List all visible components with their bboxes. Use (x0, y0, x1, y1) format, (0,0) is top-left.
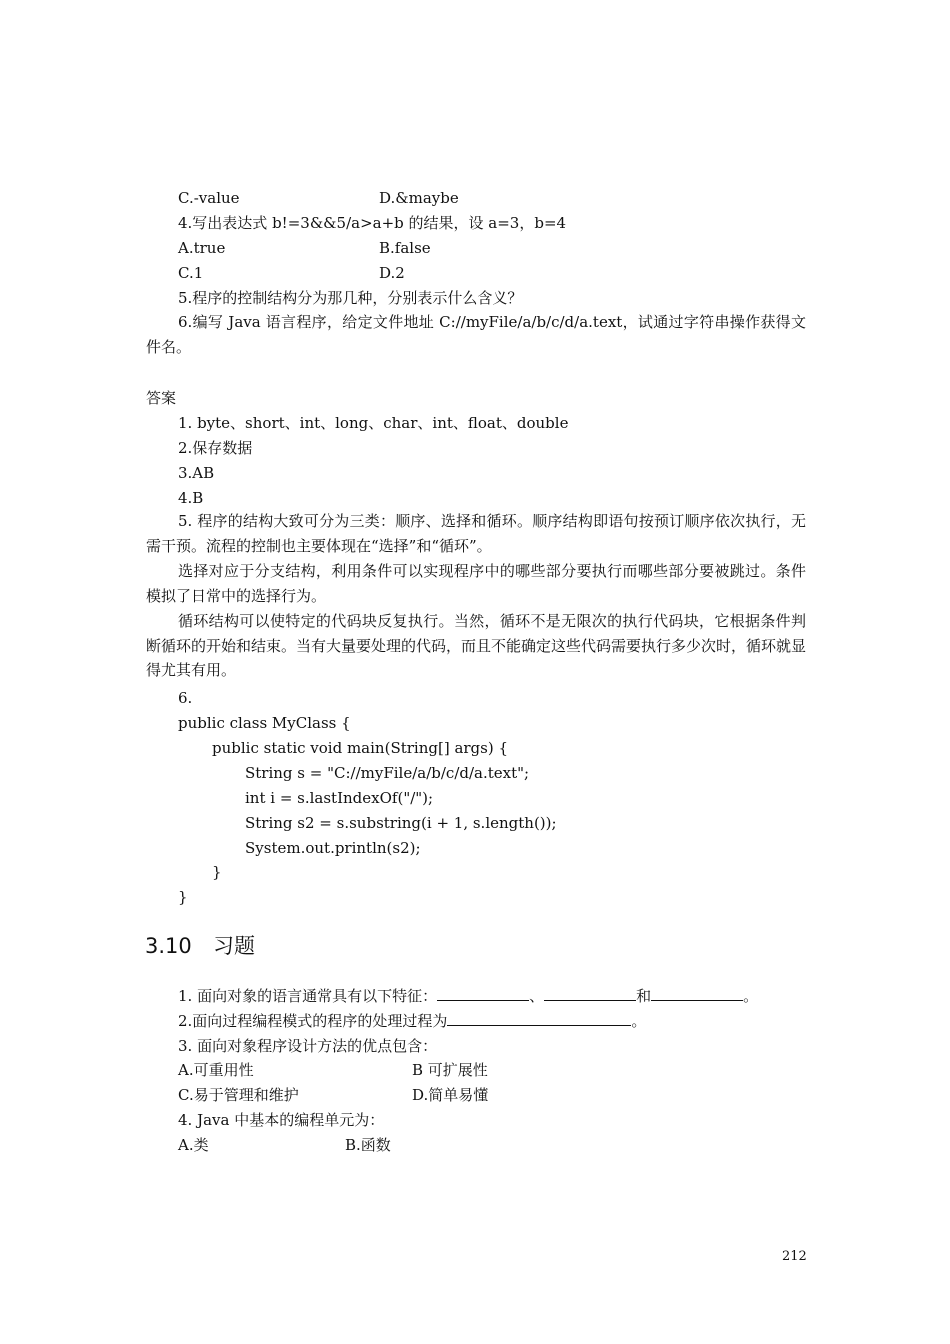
q4-option-d-prev: D.2 (379, 264, 405, 282)
answer-blank (544, 986, 636, 1001)
code-line: String s = "C://myFile/a/b/c/d/a.text"; (245, 764, 530, 782)
code-line: int i = s.lastIndexOf("/"); (245, 789, 434, 807)
exercise-4-text: 4. Java 中基本的编程单元为： (178, 1111, 385, 1129)
q3-option-c-prev: C.-value (178, 189, 240, 207)
q4-option-b-prev: B.false (379, 239, 431, 257)
answer-blank (651, 986, 743, 1001)
exercise-4-option-b: B.函数 (345, 1136, 391, 1154)
q4-text-prev: 4.写出表达式 b!=3&&5/a>a+b 的结果，设 a=3，b=4 (178, 214, 567, 232)
answers-title: 答案 (146, 389, 177, 407)
q3-option-d-prev: D.&maybe (379, 189, 459, 207)
answer-5-paragraph-3: 循环结构可以使特定的代码块反复执行。当然，循环不是无限次的执行代码块，它根据条件判断循环的开始和结束。当有大量要处理的代码，而且不能确定这些代码需要执行多少次时，循环就显得尤其有用。 (146, 612, 807, 680)
answer-2: 2.保存数据 (178, 439, 253, 457)
answer-blank (447, 1011, 631, 1026)
answer-4: 4.B (178, 489, 204, 507)
section-heading (145, 932, 255, 960)
exercise-3-text: 3. 面向对象程序设计方法的优点包含： (178, 1037, 438, 1055)
answer-5-paragraph-1: 5. 程序的结构大致可分为三类：顺序、选择和循环。顺序结构即语句按预订顺序依次执行，无需干预。流程的控制也主要体现在“选择”和“循环”。 (146, 512, 806, 555)
section-number: 3.10 (145, 934, 192, 958)
q6-text-prev: 6.编写 Java 语言程序，给定文件地址 C://myFile/a/b/c/d/a.text，试通过字符串操作获得文件名。 (146, 313, 806, 356)
exercise-4-option-a: A.类 (178, 1136, 209, 1154)
q4-option-a-prev: A.true (178, 239, 226, 257)
exercise-1-and: 和 (636, 987, 652, 1005)
code-line: public class MyClass { (178, 714, 351, 732)
code-line: System.out.println(s2); (245, 839, 421, 857)
exercise-2-end: 。 (631, 1012, 647, 1030)
answer-3: 3.AB (178, 464, 215, 482)
answer-blank (437, 986, 529, 1001)
answer-1: 1. byte、short、int、long、char、int、float、double (178, 414, 569, 432)
code-line: public static void main(String[] args) { (212, 739, 509, 757)
exercise-3-option-c: C.易于管理和维护 (178, 1086, 299, 1104)
exercise-3-option-a: A.可重用性 (178, 1061, 254, 1079)
exercise-3-option-d: D.简单易懂 (412, 1086, 489, 1104)
code-line: String s2 = s.substring(i + 1, s.length()); (245, 814, 557, 832)
exercise-2-text: 2.面向过程编程模式的程序的处理过程为 (178, 1012, 448, 1030)
answer-6-label: 6. (178, 689, 193, 707)
exercise-1-text: 1. 面向对象的语言通常具有以下特征： (178, 987, 438, 1005)
q4-option-c-prev: C.1 (178, 264, 204, 282)
q5-text-prev: 5.程序的控制结构分为那几种，分别表示什么含义？ (178, 289, 523, 307)
answer-5-paragraph-2: 选择对应于分支结构，利用条件可以实现程序中的哪些部分要执行而哪些部分要被跳过。条件模拟了日常中的选择行为。 (146, 562, 806, 605)
exercise-1-end: 。 (743, 987, 759, 1005)
page-number: 212 (782, 1249, 807, 1264)
exercise-2 (178, 1011, 646, 1031)
exercise-1-separator: 、 (529, 987, 545, 1005)
code-line: } (212, 863, 222, 881)
exercise-3-option-b: B 可扩展性 (412, 1061, 488, 1079)
exercise-1 (178, 986, 758, 1006)
section-title: 习题 (213, 934, 255, 958)
code-line: } (178, 888, 188, 906)
